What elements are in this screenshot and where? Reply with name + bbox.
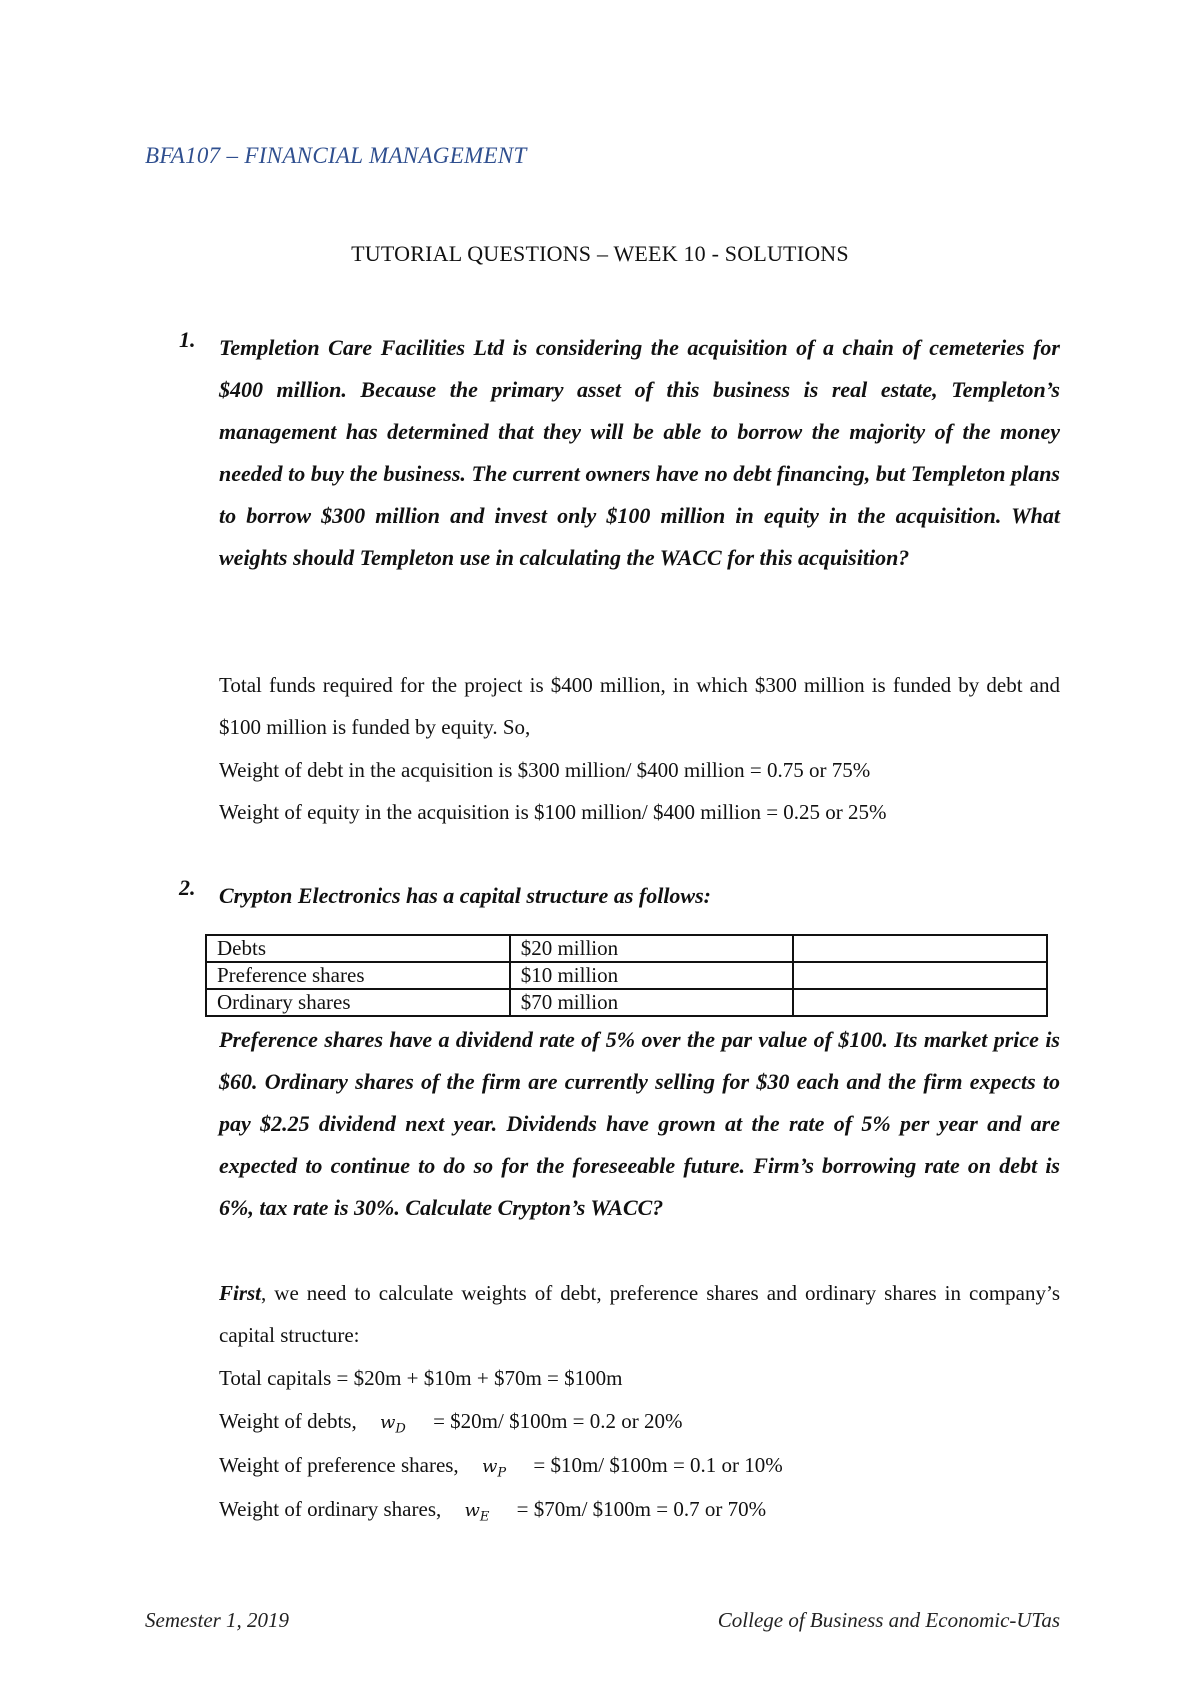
question-1-number: 1. xyxy=(179,327,196,352)
question-1 xyxy=(179,327,1060,579)
weight-debt-line xyxy=(219,1409,683,1437)
table-cell-extra xyxy=(793,962,1047,989)
table-row xyxy=(206,989,1047,1016)
weight-subscript: E xyxy=(479,1509,490,1525)
weight-pref-line xyxy=(219,1453,783,1481)
footer-college: College of Business and Economic-UTas xyxy=(717,1608,1060,1632)
table-cell-label: Ordinary shares xyxy=(206,989,510,1016)
weight-ord-symbol xyxy=(464,1500,490,1525)
tutorial-title: TUTORIAL QUESTIONS – WEEK 10 - SOLUTIONS xyxy=(351,241,849,266)
table-cell-value: $20 million xyxy=(510,935,794,962)
capital-structure-table xyxy=(205,934,1048,1017)
weight-pref-label: Weight of preference shares, xyxy=(219,1453,459,1477)
question-1-text: Templetion Care Facilities Ltd is considering the acquisition of a chain of cemeteries for $400 million. Because the primary asset of this business is real estate, Templeton’s management has determined that they will be able to borrow the majority of the money needed to buy the business. The current owners have no debt financing, but Templeton plans to borrow $300 million and invest only $100 million in equity in the acquisition. What weights should Templeton use in calculating the WACC for this acquisition? xyxy=(219,335,1060,570)
weight-symbol: w xyxy=(379,1412,396,1433)
footer-semester: Semester 1, 2019 xyxy=(145,1608,290,1632)
table-cell-label: Debts xyxy=(206,935,510,962)
weight-debt-label: Weight of debts, xyxy=(219,1409,357,1433)
weight-ord-calc: = $70m/ $100m = 0.7 or 70% xyxy=(516,1497,767,1521)
weight-debt-symbol xyxy=(379,1412,406,1437)
weight-ord-label: Weight of ordinary shares, xyxy=(219,1497,442,1521)
table-cell-value: $10 million xyxy=(510,962,794,989)
weight-debt-calc: = $20m/ $100m = 0.2 or 20% xyxy=(433,1409,683,1433)
table-cell-extra xyxy=(793,989,1047,1016)
total-capitals-line: Total capitals = $20m + $10m + $70m = $100m xyxy=(219,1366,623,1390)
weight-subscript: D xyxy=(395,1421,406,1437)
first-rest: , we need to calculate weights of debt, preference shares and ordinary shares in company’s capital structure: xyxy=(219,1281,1060,1347)
question-2-body xyxy=(219,1019,1060,1229)
question-2-answer-first xyxy=(219,1272,1060,1356)
weight-subscript: P xyxy=(497,1465,507,1481)
table-cell-value: $70 million xyxy=(510,989,794,1016)
question-2-heading: Crypton Electronics has a capital structure as follows: xyxy=(219,883,711,908)
question-1-answer-intro: Total funds required for the project is $400 million, in which $300 million is funded by debt and $100 million is funded by equity. So, xyxy=(219,673,1060,739)
question-2-number: 2. xyxy=(179,875,196,900)
weight-ord-line xyxy=(219,1497,766,1525)
first-word: First xyxy=(219,1281,262,1305)
question-1-answer-equity: Weight of equity in the acquisition is $100 million/ $400 million = 0.25 or 25% xyxy=(219,800,887,824)
weight-symbol: w xyxy=(464,1500,480,1521)
course-title: BFA107 – FINANCIAL MANAGEMENT xyxy=(145,143,527,168)
weight-pref-symbol xyxy=(481,1456,507,1481)
weight-symbol: w xyxy=(481,1456,498,1477)
question-1-answer-debt: Weight of debt in the acquisition is $300 million/ $400 million = 0.75 or 75% xyxy=(219,758,871,782)
table-cell-label: Preference shares xyxy=(206,962,510,989)
weight-pref-calc: = $10m/ $100m = 0.1 or 10% xyxy=(533,1453,783,1477)
question-2-heading-block xyxy=(179,875,1060,917)
table-cell-extra xyxy=(793,935,1047,962)
table-row xyxy=(206,935,1047,962)
question-2-text: Preference shares have a dividend rate of 5% over the par value of $100. Its market price is $60. Ordinary shares of the firm are currently selling for $30 each and the firm expects to pay $2.25 dividend next year. Dividends have grown at the rate of 5% per year and are expected to continue to do so for the foreseeable future. Firm’s borrowing rate on debt is 6%, tax rate is 30%. Calculate Crypton’s WACC? xyxy=(219,1027,1060,1220)
table-row xyxy=(206,962,1047,989)
